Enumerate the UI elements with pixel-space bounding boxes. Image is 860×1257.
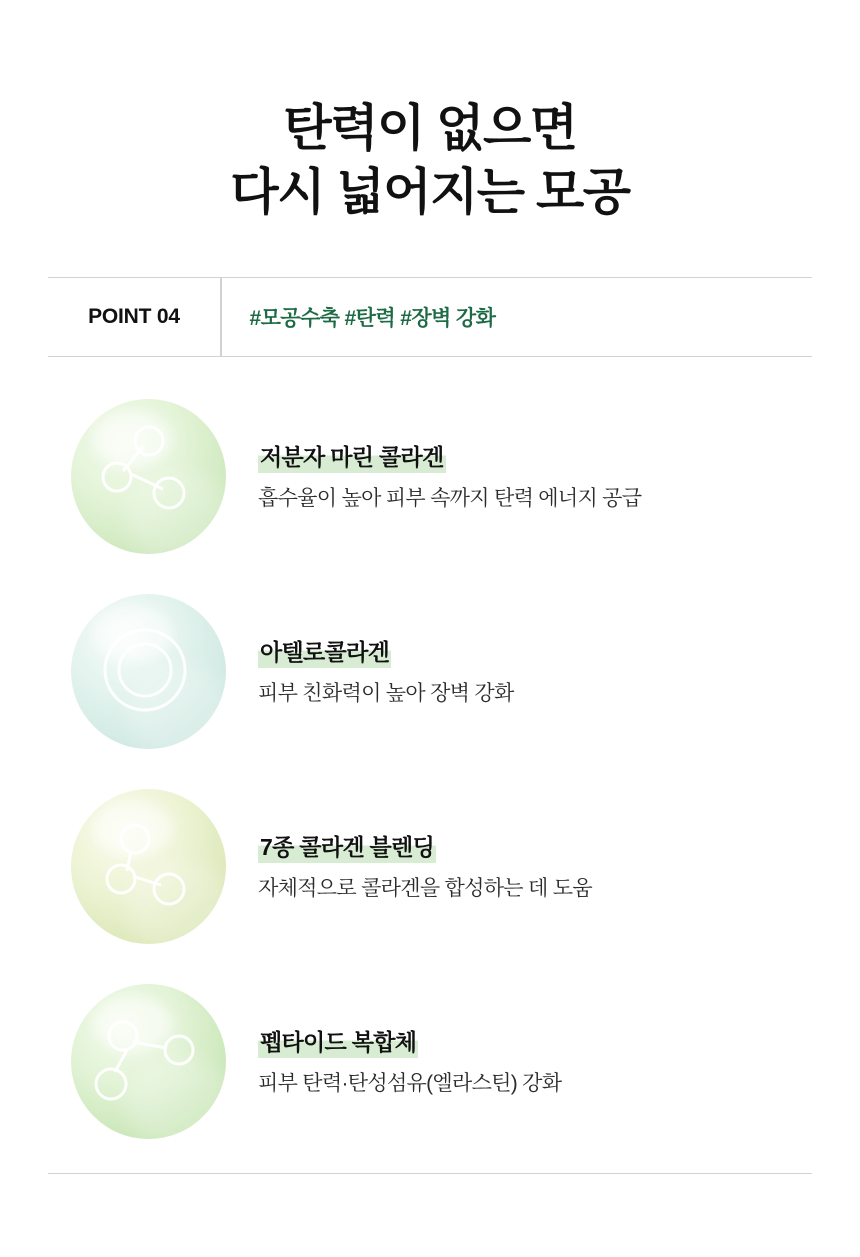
ingredient-desc: 피부 친화력이 높아 장벽 강화 — [258, 681, 514, 705]
ingredient-list — [48, 357, 812, 1159]
ingredient-name: 펩타이드 복합체 — [258, 1024, 418, 1058]
ingredient-name: 저분자 마린 콜라겐 — [258, 439, 446, 473]
ingredient-name: 아텔로콜라겐 — [258, 634, 391, 668]
ingredient-desc: 피부 탄력·탄성섬유(엘라스틴) 강화 — [258, 1071, 562, 1095]
ingredient-icon-wrap — [48, 594, 248, 749]
list-item — [48, 379, 812, 574]
page-title-line-1: 탄력이 없으면 — [283, 99, 577, 156]
molecule-bubble-icon — [71, 984, 226, 1139]
molecule-bubble-icon — [71, 399, 226, 554]
ingredient-text — [248, 1024, 561, 1098]
point-bar — [48, 277, 812, 357]
list-item — [48, 574, 812, 769]
ingredient-icon-wrap — [48, 789, 248, 944]
molecule-bubble-icon — [71, 789, 226, 944]
page-title-line-2: 다시 넓어지는 모공 — [230, 163, 630, 220]
point-tags: #모공수축 #탄력 #장벽 강화 — [249, 306, 496, 330]
point-number-label: POINT 04 — [88, 304, 180, 328]
page — [0, 34, 860, 1257]
page-title — [0, 34, 860, 224]
ingredient-text — [248, 634, 514, 708]
ingredient-icon-wrap — [48, 984, 248, 1139]
bottom-divider — [48, 1173, 812, 1174]
ingredient-text — [248, 829, 592, 903]
ingredient-desc: 자체적으로 콜라겐을 합성하는 데 도움 — [258, 876, 592, 900]
ingredient-text — [248, 439, 641, 513]
ring-bubble-icon — [71, 594, 226, 749]
ingredient-icon-wrap — [48, 399, 248, 554]
list-item — [48, 964, 812, 1159]
list-item — [48, 769, 812, 964]
ingredient-desc: 흡수율이 높아 피부 속까지 탄력 에너지 공급 — [258, 486, 642, 510]
ingredient-name: 7종 콜라겐 블렌딩 — [258, 829, 436, 863]
